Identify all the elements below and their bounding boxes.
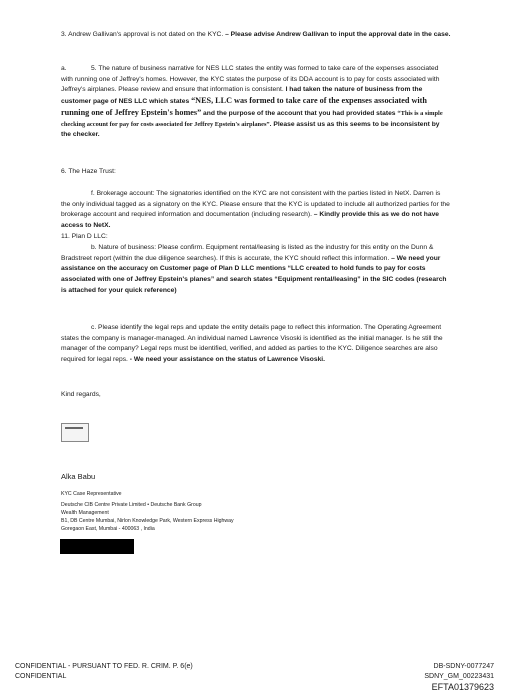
sender-name: Alka Babu [61, 472, 96, 481]
bates-efta: EFTA01379623 [431, 682, 494, 692]
item-b-text: b. Nature of business: Please confirm. Equipment rental/leasing is listed as the industry for this entity on the Dunn & Bradstreet report (within the due diligence searches). If this is accurate, the KYC should reflect this information. [61, 244, 434, 262]
item-3-response: – Please advise Andrew Gallivan to input the approval date in the case. [225, 31, 451, 38]
item-c-response: - We need your assistance on the status of Lawrence Visoski. [129, 356, 326, 364]
item-a-quote-2: “This is a simple checking account for pay for costs associated for Jeffrey Epstein's airplanes” [61, 109, 443, 128]
item-b-paragraph [61, 243, 451, 297]
bates-sdny-gm: SDNY_GM_00223431 [424, 673, 494, 680]
bates-db-sdny: DB-SDNY-0077247 [433, 663, 494, 670]
item-a-text: 5. The nature of business narrative for NES LLC states the entity was formed to take care of the expenses associated with running one of Jeffrey's homes. However, the KYC states the purpose of its DDA account is to pay for costs associated with Jeffrey's airplanes. Please review and ensure that information is consistent. [61, 65, 440, 94]
signature-logo-image [61, 423, 89, 442]
haze-trust-heading: 6. The Haze Trust: [61, 168, 116, 175]
item-b-response: – We need your assistance on the accuracy on Customer page of Plan D LLC mentions “LLC created to hold funds to pay for costs associated with one of Jeffrey Epstein's planes” and search states “Equipment rental/leasing” in the SIC codes (research is attached for your quick reference) [61, 254, 447, 294]
item-a-label: a. [61, 65, 67, 72]
sender-division: Wealth Management [61, 510, 109, 516]
item-a-quote-1: “NES, LLC was formed to take care of the expenses associated with running one of Jeffrey Epstein's homes” [61, 96, 427, 117]
item-c-text: c. Please identify the legal reps and update the entity details page to reflect this information. The Operating Agreement states the company is manager-managed. An individual named Lawrence Visoski is identified as the initial manager. Is he still the manager of the company? Legal reps must be identified, verified, and added as parties to the KYC. Diligence searches are also required for legal reps. [61, 324, 443, 364]
item-3-text: 3. Andrew Gallivan's approval is not dated on the KYC. [61, 31, 226, 38]
item-f-text: f. Brokerage account: The signatories identified on the KYC are not consistent with the parties listed in NetX. Darren is the only individual tagged as a signatory on the KYC. Please ensure that the KYC is updated to include all authorized parties for the brokerage account and required information and documentation (including research). [61, 190, 450, 219]
sender-title: KYC Case Representative [61, 491, 122, 497]
item-c-paragraph [61, 323, 451, 366]
item-f-paragraph [61, 189, 451, 232]
sender-company: Deutsche CIB Centre Private Limited • Deutsche Bank Group [61, 502, 202, 508]
item-a-response-2: and the purpose of the account that you had provided states [201, 109, 398, 117]
sender-address-2: Goregaon East, Mumbai - 400063 , India [61, 526, 155, 532]
item-3-paragraph [61, 30, 451, 41]
item-f-response: – Kindly provide this as we do not have access to NetX. [61, 211, 440, 230]
item-a-response-1: I had taken the nature of business from the customer page of NES LLC which states [61, 86, 423, 106]
closing-line: Kind regards, [61, 391, 101, 398]
item-a-response-3: . Please assist us as this seems to be inconsistent by the checker. [61, 120, 440, 139]
item-a-paragraph [61, 64, 451, 141]
plan-d-heading: 11. Plan D LLC: [61, 233, 108, 240]
redaction-block [60, 539, 134, 554]
sender-address-1: B1, DB Centre Mumbai, Nirlon Knowledge Park, Western Express Highway [61, 518, 234, 524]
footer-confidential-rule: CONFIDENTIAL - PURSUANT TO FED. R. CRIM. P. 6(e) [15, 663, 193, 670]
footer-confidential: CONFIDENTIAL [15, 673, 67, 680]
